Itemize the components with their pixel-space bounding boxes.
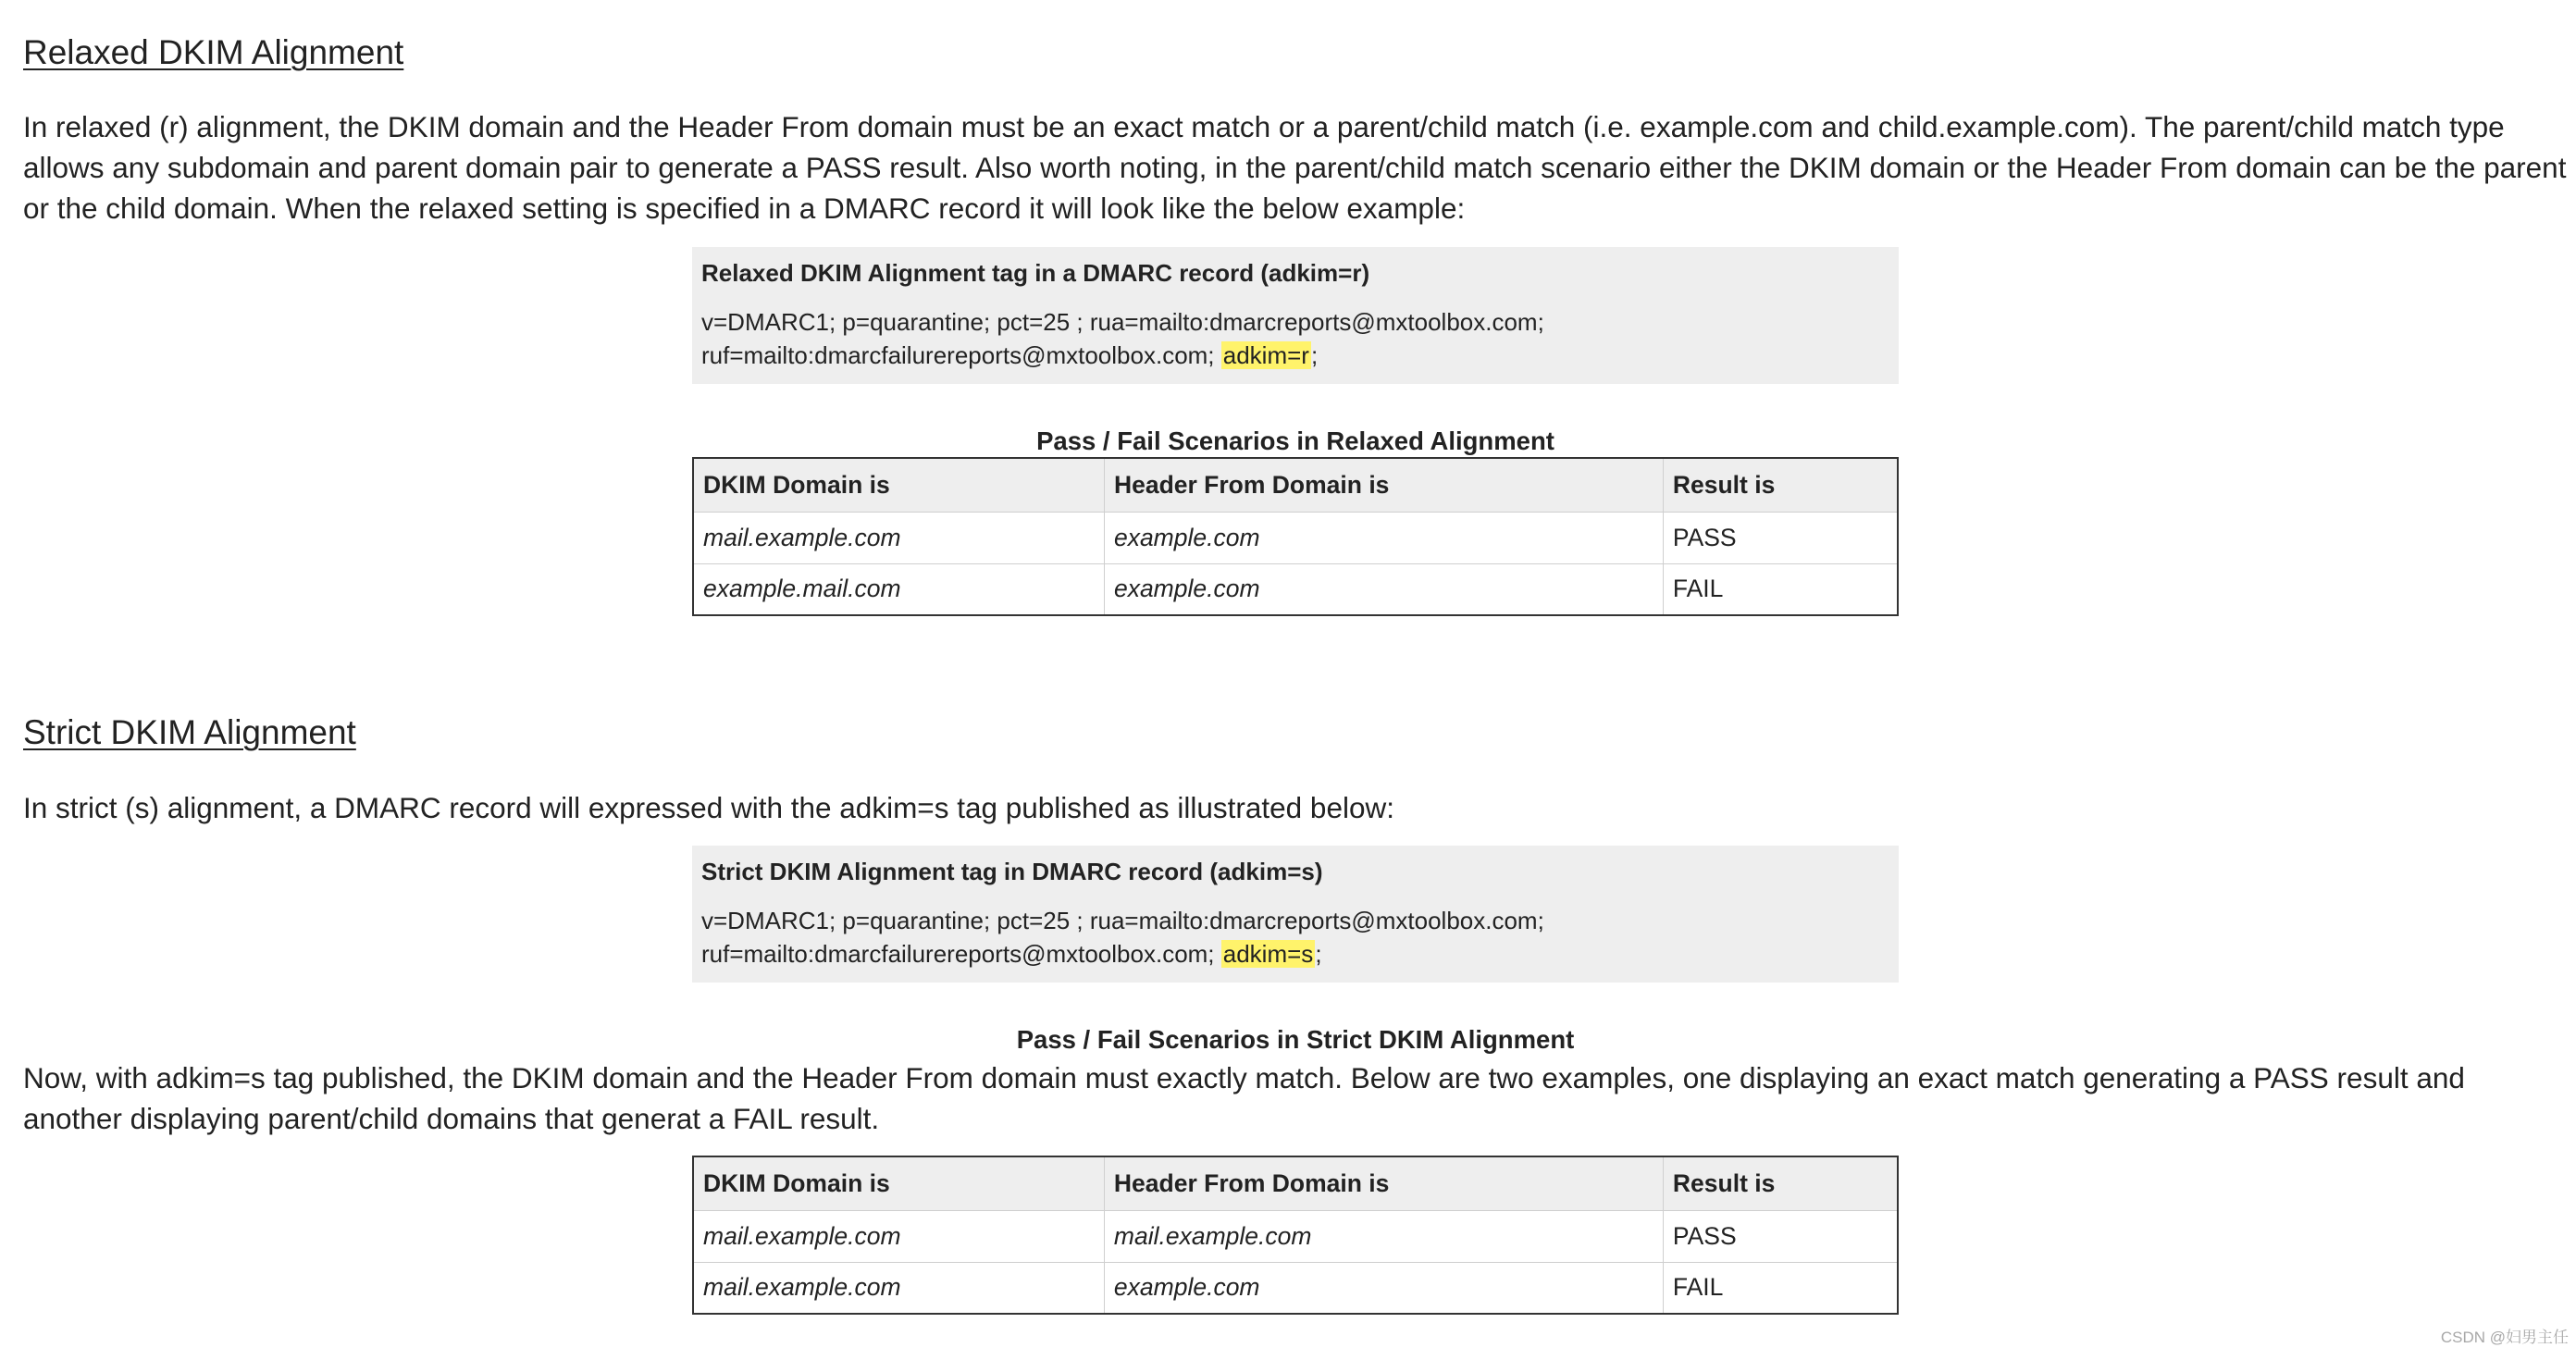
column-header-dkim-domain: DKIM Domain is (693, 1156, 1104, 1210)
cell-header-from-domain: example.com (1104, 512, 1663, 563)
strict-paragraph: In strict (s) alignment, a DMARC record will expressed with the adkim=s tag published as illustrated below: (23, 791, 1394, 824)
cell-dkim-domain: mail.example.com (693, 1210, 1104, 1262)
column-header-header-from-domain: Header From Domain is (1104, 1156, 1663, 1210)
cell-result: PASS (1663, 1210, 1898, 1262)
relaxed-heading: Relaxed DKIM Alignment (23, 33, 404, 71)
strict-paragraph-2: Now, with adkim=s tag published, the DKIM domain and the Header From domain must exactly match. Below are two examples, one displaying an exact match generating a PASS result and another displaying parent/child domains that generat a FAIL result. (23, 1061, 2465, 1135)
relaxed-code-line-2 (701, 339, 1889, 372)
column-header-header-from-domain: Header From Domain is (1104, 458, 1663, 512)
strict-heading: Strict DKIM Alignment (23, 713, 356, 751)
cell-header-from-domain: example.com (1104, 563, 1663, 615)
relaxed-code-line-2-prefix: ruf=mailto:dmarcfailurereports@mxtoolbox.com; (701, 341, 1221, 369)
relaxed-code-line-2-suffix: ; (1310, 341, 1319, 369)
strict-code-title: Strict DKIM Alignment tag in DMARC record (adkim=s) (701, 858, 1323, 885)
watermark: CSDN @妇男主任 (2440, 1329, 2569, 1346)
table-row (693, 563, 1898, 615)
table-header-row (693, 1156, 1898, 1210)
cell-result: FAIL (1663, 1262, 1898, 1314)
relaxed-code-box (692, 247, 1899, 384)
strict-code-line-2-prefix: ruf=mailto:dmarcfailurereports@mxtoolbox.com; (701, 940, 1221, 968)
relaxed-adkim-highlight: adkim=r (1222, 341, 1309, 369)
cell-dkim-domain: example.mail.com (693, 563, 1104, 615)
cell-header-from-domain: example.com (1104, 1262, 1663, 1314)
relaxed-table-caption: Pass / Fail Scenarios in Relaxed Alignment (1036, 427, 1554, 455)
column-header-dkim-domain: DKIM Domain is (693, 458, 1104, 512)
relaxed-result-table (692, 457, 1899, 616)
column-header-result: Result is (1663, 1156, 1898, 1210)
cell-dkim-domain: mail.example.com (693, 1262, 1104, 1314)
relaxed-code-title: Relaxed DKIM Alignment tag in a DMARC record (adkim=r) (701, 259, 1370, 287)
cell-result: FAIL (1663, 563, 1898, 615)
table-row (693, 1262, 1898, 1314)
table-header-row (693, 458, 1898, 512)
strict-code-line-2 (701, 937, 1889, 971)
relaxed-code-line-1: v=DMARC1; p=quarantine; pct=25 ; rua=mailto:dmarcreports@mxtoolbox.com; (701, 308, 1544, 336)
table-row (693, 512, 1898, 563)
cell-header-from-domain: mail.example.com (1104, 1210, 1663, 1262)
strict-code-box (692, 846, 1899, 983)
column-header-result: Result is (1663, 458, 1898, 512)
table-row (693, 1210, 1898, 1262)
strict-adkim-highlight: adkim=s (1222, 940, 1314, 968)
cell-dkim-domain: mail.example.com (693, 512, 1104, 563)
strict-result-table (692, 1156, 1899, 1315)
cell-result: PASS (1663, 512, 1898, 563)
strict-table-caption: Pass / Fail Scenarios in Strict DKIM Alignment (1016, 1025, 1575, 1054)
strict-code-line-2-suffix: ; (1315, 940, 1322, 968)
relaxed-paragraph: In relaxed (r) alignment, the DKIM domain and the Header From domain must be an exact match or a parent/child match (i.e. example.com and child.example.com). The parent/child match type allows any subdomain and parent domain pair to generate a PASS result. Also worth noting, in the parent/child match scenario either the DKIM domain or the Header From domain can be the parent or the child domain. When the relaxed setting is specified in a DMARC record it will look like the below example: (23, 110, 2567, 225)
strict-code-line-1: v=DMARC1; p=quarantine; pct=25 ; rua=mailto:dmarcreports@mxtoolbox.com; (701, 907, 1544, 934)
